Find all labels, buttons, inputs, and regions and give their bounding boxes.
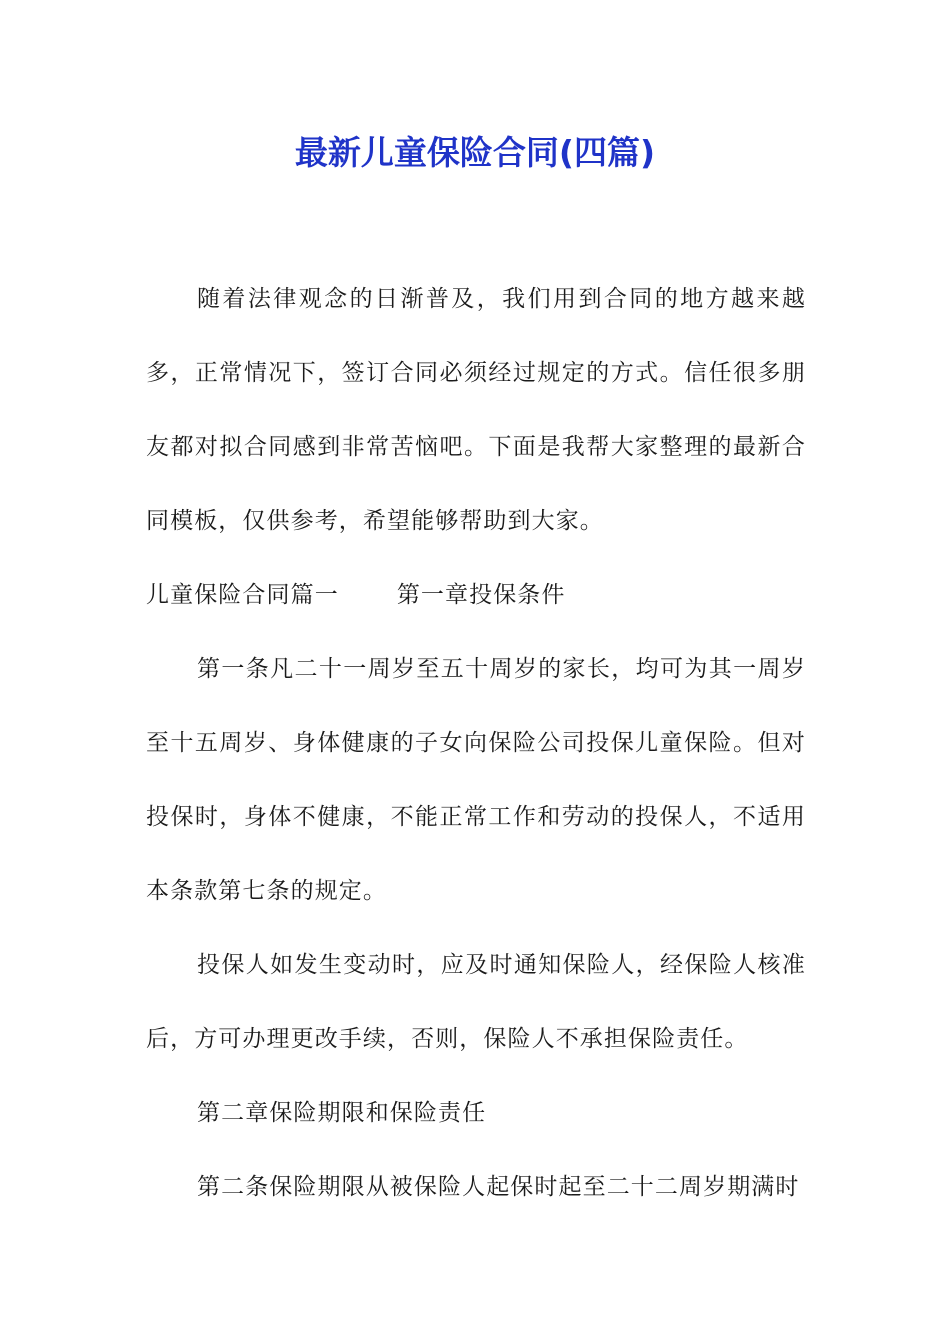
article1-note-paragraph: 投保人如发生变动时，应及时通知保险人，经保险人核准后，方可办理更改手续，否则，保险人不承担保险责任。 <box>146 952 806 1052</box>
document-body <box>146 262 806 1224</box>
section-label: 儿童保险合同篇一 <box>146 582 339 608</box>
chapter1-title: 第一章投保条件 <box>396 582 566 608</box>
article1-paragraph: 第一条凡二十一周岁至五十周岁的家长，均可为其一周岁至十五周岁、身体健康的子女向保险公司投保儿童保险。但对投保时，身体不健康，不能正常工作和劳动的投保人，不适用本条款第七条的规定。 <box>146 656 806 904</box>
section-heading <box>146 558 806 632</box>
article2-paragraph: 第二条保险期限从被保险人起保时起至二十二周岁期满时 <box>197 1174 800 1200</box>
intro-paragraph: 随着法律观念的日渐普及，我们用到合同的地方越来越多，正常情况下，签订合同必须经过规定的方式。信任很多朋友都对拟合同感到非常苦恼吧。下面是我帮大家整理的最新合同模板，仅供参考，希望能够帮助到大家。 <box>146 286 806 534</box>
document-title: 最新儿童保险合同(四篇) <box>294 133 656 172</box>
chapter2-title: 第二章保险期限和保险责任 <box>197 1100 487 1126</box>
